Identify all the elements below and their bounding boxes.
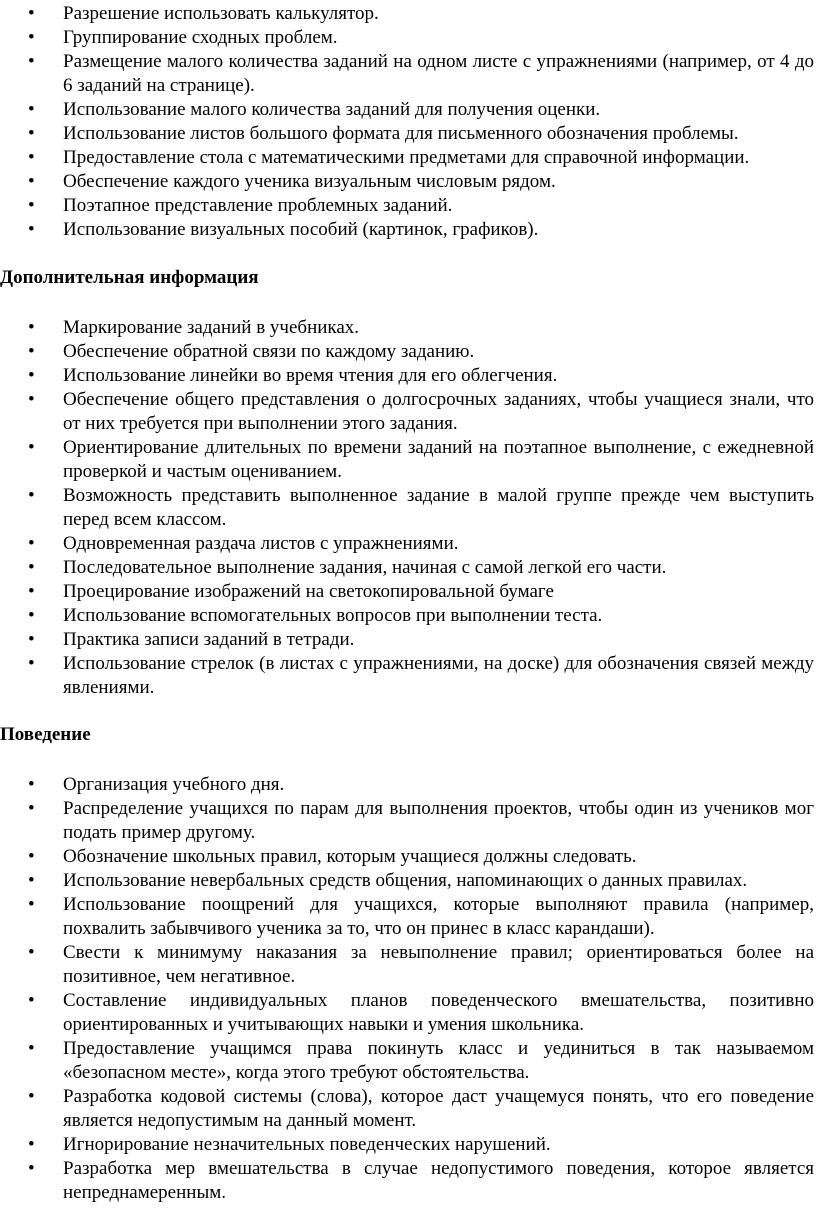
list-item — [0, 218, 816, 242]
list-item-text: Распределение учащихся по парам для выполнения проектов, чтобы один из учеников мог подать пример другому. — [63, 798, 814, 843]
list-item — [0, 388, 816, 436]
list-item — [0, 893, 816, 941]
bullet-icon: • — [28, 1158, 35, 1179]
list-item — [0, 604, 816, 628]
list-item — [0, 556, 816, 580]
list-item — [0, 170, 816, 194]
list-item — [0, 797, 816, 845]
list-item — [0, 580, 816, 604]
list-item-text: Маркирование заданий в учебниках. — [63, 317, 360, 338]
list-item — [0, 484, 816, 532]
list-item-text: Группирование сходных проблем. — [63, 27, 338, 48]
list-item-text: Использование визуальных пособий (картинок, графиков). — [63, 219, 539, 240]
list-item — [0, 50, 816, 98]
list-item-text: Организация учебного дня. — [63, 774, 285, 795]
list-item — [0, 364, 816, 388]
list-item — [0, 1133, 816, 1157]
list-item — [0, 1085, 816, 1133]
list-item — [0, 194, 816, 218]
bullet-icon: • — [28, 942, 35, 963]
list-item-text: Обеспечение общего представления о долгосрочных заданиях, чтобы учащиеся знали, что от них требуется при выполнении этого задания. — [63, 389, 814, 434]
bullet-icon: • — [28, 147, 35, 168]
list-item-text: Размещение малого количества заданий на одном листе с упражнениями (например, от 4 до 6 заданий на странице). — [63, 51, 814, 96]
list-item — [0, 941, 816, 989]
list-item — [0, 26, 816, 50]
bullet-icon: • — [28, 533, 35, 554]
list-item-text: Одновременная раздача листов с упражнениями. — [63, 533, 459, 554]
bullet-icon: • — [28, 557, 35, 578]
list-item-text: Обеспечение обратной связи по каждому заданию. — [63, 341, 475, 362]
bullet-icon: • — [28, 581, 35, 602]
list-item-text: Использование поощрений для учащихся, которые выполняют правила (например, похвалить забывчивого ученика за то, что он принес в класс карандаши). — [63, 894, 814, 939]
list-item — [0, 869, 816, 893]
list-item — [0, 122, 816, 146]
bullet-icon: • — [28, 171, 35, 192]
list-item-text: Использование стрелок (в листах с упражнениями, на доске) для обозначения связей между явлениями. — [63, 653, 814, 698]
list-item-text: Использование листов большого формата для письменного обозначения проблемы. — [63, 123, 739, 144]
list-item-text: Свести к минимуму наказания за невыполнение правил; ориентироваться более на позитивное, чем негативное. — [63, 942, 814, 987]
bullet-icon: • — [28, 990, 35, 1011]
bullet-list-behavior — [0, 773, 816, 1205]
bullet-icon: • — [28, 27, 35, 48]
list-item — [0, 146, 816, 170]
list-item-text: Предоставление стола с математическими предметами для справочной информации. — [63, 147, 750, 168]
list-item-text: Ориентирование длительных по времени заданий на поэтапное выполнение, с ежедневной проверкой и частым оцениванием. — [63, 437, 814, 482]
list-item — [0, 1037, 816, 1085]
section-heading-behavior: Поведение — [0, 724, 91, 745]
bullet-icon: • — [28, 1038, 35, 1059]
list-item — [0, 773, 816, 797]
bullet-icon: • — [28, 485, 35, 506]
list-item-text: Разработка кодовой системы (слова), которое даст учащемуся понять, что его поведение является недопустимым на данный момент. — [63, 1086, 814, 1131]
bullet-icon: • — [28, 195, 35, 216]
list-item — [0, 436, 816, 484]
bullet-icon: • — [28, 317, 35, 338]
bullet-icon: • — [28, 341, 35, 362]
list-item — [0, 628, 816, 652]
bullet-icon: • — [28, 629, 35, 650]
bullet-icon: • — [28, 870, 35, 891]
list-item-text: Использование вспомогательных вопросов при выполнении теста. — [63, 605, 603, 626]
bullet-icon: • — [28, 389, 35, 410]
bullet-icon: • — [28, 51, 35, 72]
list-item — [0, 1157, 816, 1205]
list-item-text: Возможность представить выполненное задание в малой группе прежде чем выступить перед всем классом. — [63, 485, 814, 530]
list-item — [0, 845, 816, 869]
bullet-icon: • — [28, 894, 35, 915]
bullet-icon: • — [28, 365, 35, 386]
list-item — [0, 98, 816, 122]
list-item — [0, 989, 816, 1037]
list-item — [0, 652, 816, 700]
bullet-icon: • — [28, 219, 35, 240]
bullet-icon: • — [28, 123, 35, 144]
list-item — [0, 316, 816, 340]
list-item-text: Проецирование изображений на светокопировальной бумаге — [63, 581, 554, 602]
list-item-text: Использование невербальных средств общения, напоминающих о данных правилах. — [63, 870, 748, 891]
bullet-list-math-accommodations — [0, 2, 816, 242]
bullet-icon: • — [28, 846, 35, 867]
bullet-icon: • — [28, 1134, 35, 1155]
bullet-icon: • — [28, 605, 35, 626]
list-item-text: Разрешение использовать калькулятор. — [63, 3, 379, 24]
list-item — [0, 532, 816, 556]
list-item — [0, 2, 816, 26]
list-item-text: Последовательное выполнение задания, начиная с самой легкой его части. — [63, 557, 667, 578]
list-item-text: Разработка мер вмешательства в случае недопустимого поведения, которое является непреднамеренным. — [63, 1158, 814, 1203]
list-item — [0, 340, 816, 364]
bullet-icon: • — [28, 437, 35, 458]
bullet-icon: • — [28, 3, 35, 24]
list-item-text: Использование линейки во время чтения для его облегчения. — [63, 365, 558, 386]
bullet-icon: • — [28, 798, 35, 819]
list-item-text: Игнорирование незначительных поведенческих нарушений. — [63, 1134, 551, 1155]
bullet-icon: • — [28, 99, 35, 120]
bullet-icon: • — [28, 1086, 35, 1107]
section-heading-additional-info: Дополнительная информация — [0, 267, 259, 288]
bullet-icon: • — [28, 653, 35, 674]
bullet-icon: • — [28, 774, 35, 795]
bullet-list-additional-info — [0, 316, 816, 700]
list-item-text: Использование малого количества заданий для получения оценки. — [63, 99, 601, 120]
list-item-text: Обеспечение каждого ученика визуальным числовым рядом. — [63, 171, 556, 192]
list-item-text: Составление индивидуальных планов поведенческого вмешательства, позитивно ориентированных и учитывающих навыки и умения школьника. — [63, 990, 814, 1035]
list-item-text: Поэтапное представление проблемных заданий. — [63, 195, 453, 216]
list-item-text: Предоставление учащимся права покинуть класс и уединиться в так называемом «безопасном месте», когда этого требуют обстоятельства. — [63, 1038, 814, 1083]
list-item-text: Практика записи заданий в тетради. — [63, 629, 355, 650]
list-item-text: Обозначение школьных правил, которым учащиеся должны следовать. — [63, 846, 637, 867]
